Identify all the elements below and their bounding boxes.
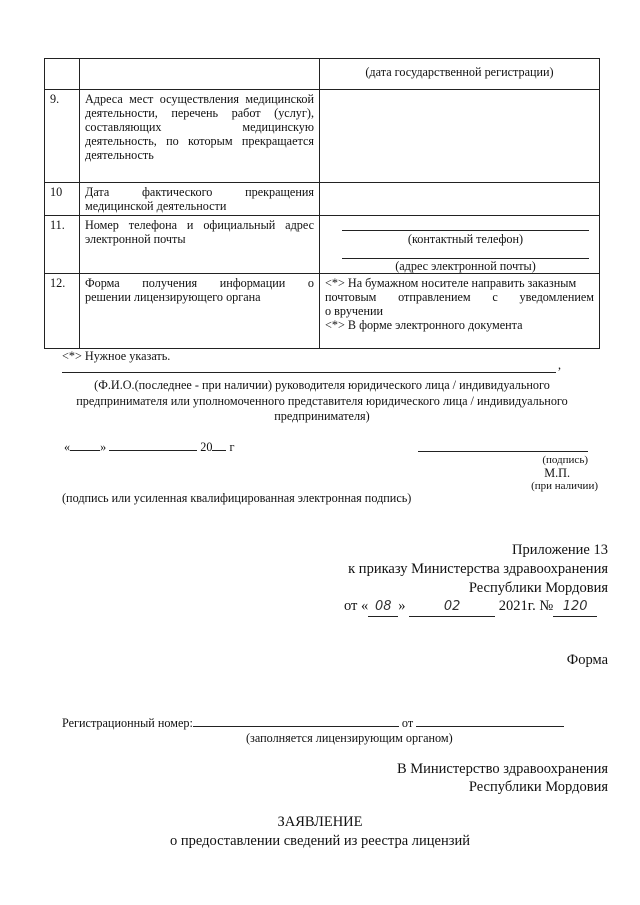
row-label — [80, 183, 320, 216]
table-row-registration-date — [45, 59, 600, 90]
row-label-line: деятельности, перечень работ (услуг), — [85, 106, 314, 120]
handwritten-number: 120 — [562, 599, 588, 614]
row-number: 9. — [45, 90, 80, 183]
fio-field[interactable] — [62, 358, 556, 373]
year-suffix: г — [229, 440, 235, 454]
option-electronic[interactable]: <*> В форме электронного документа — [325, 318, 523, 332]
email-field[interactable] — [342, 246, 589, 259]
registration-number-field[interactable] — [193, 715, 399, 727]
document-subtitle: о предоставлении сведений из реестра лицензий — [170, 833, 470, 849]
appendix-number-field — [553, 597, 597, 617]
row-label — [80, 274, 320, 349]
appendix-line: Республики Мордовия — [468, 580, 608, 596]
email-caption: (адрес электронной почты) — [395, 259, 536, 273]
fio-comma: , — [558, 358, 562, 372]
row-value-cell[interactable] — [320, 183, 600, 216]
date-row — [64, 439, 235, 454]
option-paper[interactable]: <*> На бумажном носителе направить заказным — [325, 276, 577, 290]
registration-label: Регистрационный номер: — [62, 716, 193, 730]
registration-from: от — [401, 716, 414, 730]
signature-field[interactable] — [418, 440, 588, 452]
appendix-from: от « — [344, 598, 369, 614]
stamp-note: (при наличии) — [531, 480, 598, 492]
table-row-9 — [45, 90, 600, 183]
row-label-line: составляющих медицинскую — [85, 120, 314, 134]
year-field[interactable] — [212, 439, 226, 451]
addressee-line: Республики Мордовия — [468, 779, 608, 795]
close-quote: » — [100, 440, 107, 454]
application-table — [44, 58, 600, 349]
appendix-day-field — [368, 597, 398, 617]
handwritten-day: 08 — [375, 599, 392, 614]
fio-caption-line: предпринимателя или уполномоченного представителя юридического лица / индивидуального — [76, 394, 568, 408]
signature-note: (подпись или усиленная квалифицированная электронная подпись) — [62, 491, 412, 505]
table-row-10 — [45, 183, 600, 216]
row-label-line: решении лицензирующего органа — [85, 290, 261, 304]
fio-caption-line: (Ф.И.О.(последнее - при наличии) руководителя юридического лица / индивидуального — [94, 378, 550, 392]
row-number: 10 — [45, 183, 80, 216]
registration-date-field[interactable] — [416, 715, 564, 727]
registration-date-caption: (дата государственной регистрации) — [365, 65, 554, 79]
month-field[interactable] — [109, 439, 197, 451]
option-paper-line: почтовым отправлением с уведомлением — [325, 290, 594, 304]
open-quote: « — [64, 440, 71, 454]
row-value-cell — [320, 274, 600, 349]
row-value-cell[interactable] — [320, 216, 600, 274]
year-prefix: 20 — [200, 440, 213, 454]
footnote: <*> Нужное указать. — [62, 349, 171, 363]
handwritten-month: 02 — [443, 599, 461, 614]
row-number-cell — [45, 59, 80, 90]
row-label — [80, 90, 320, 183]
fio-caption-line: предпринимателя) — [274, 409, 370, 423]
row-label-line: Номер телефона и официальный адрес — [85, 218, 314, 232]
addressee-line: В Министерство здравоохранения — [396, 761, 608, 777]
row-number: 12. — [45, 274, 80, 349]
row-label-cell — [80, 59, 320, 90]
document-title: ЗАЯВЛЕНИЕ — [277, 814, 363, 830]
row-value-cell[interactable] — [320, 90, 600, 183]
row-label-line: Форма получения информации о — [85, 276, 314, 290]
row-label-line: деятельность — [85, 148, 154, 162]
day-field[interactable] — [70, 439, 100, 451]
stamp-label: М.П. — [544, 466, 570, 480]
option-paper-line: о вручении — [325, 304, 384, 318]
appendix-line: Приложение 13 — [512, 542, 608, 558]
phone-field[interactable] — [342, 218, 589, 231]
row-label-line: Адреса мест осуществления медицинской — [85, 92, 314, 106]
row-value-cell — [320, 59, 600, 90]
form-label: Форма — [566, 652, 608, 668]
table-row-12 — [45, 274, 600, 349]
appendix-month-field — [409, 597, 495, 617]
row-label-line: медицинской деятельности — [85, 199, 227, 213]
appendix-line: к приказу Министерства здравоохранения — [348, 561, 608, 577]
row-label-line: деятельность, по которым прекращается — [85, 134, 314, 148]
row-label-line: электронной почты — [85, 232, 186, 246]
appendix-close-quote: » — [398, 598, 406, 614]
phone-caption: (контактный телефон) — [407, 232, 524, 246]
registration-row — [62, 715, 564, 730]
table-row-11 — [45, 216, 600, 274]
registration-caption: (заполняется лицензирующим органом) — [246, 731, 453, 745]
row-label-line: Дата фактического прекращения — [85, 185, 314, 199]
row-number: 11. — [45, 216, 80, 274]
signature-caption: (подпись) — [542, 454, 588, 466]
appendix-date-line — [344, 597, 597, 617]
appendix-year-number: 2021г. № — [498, 598, 554, 614]
row-label — [80, 216, 320, 274]
